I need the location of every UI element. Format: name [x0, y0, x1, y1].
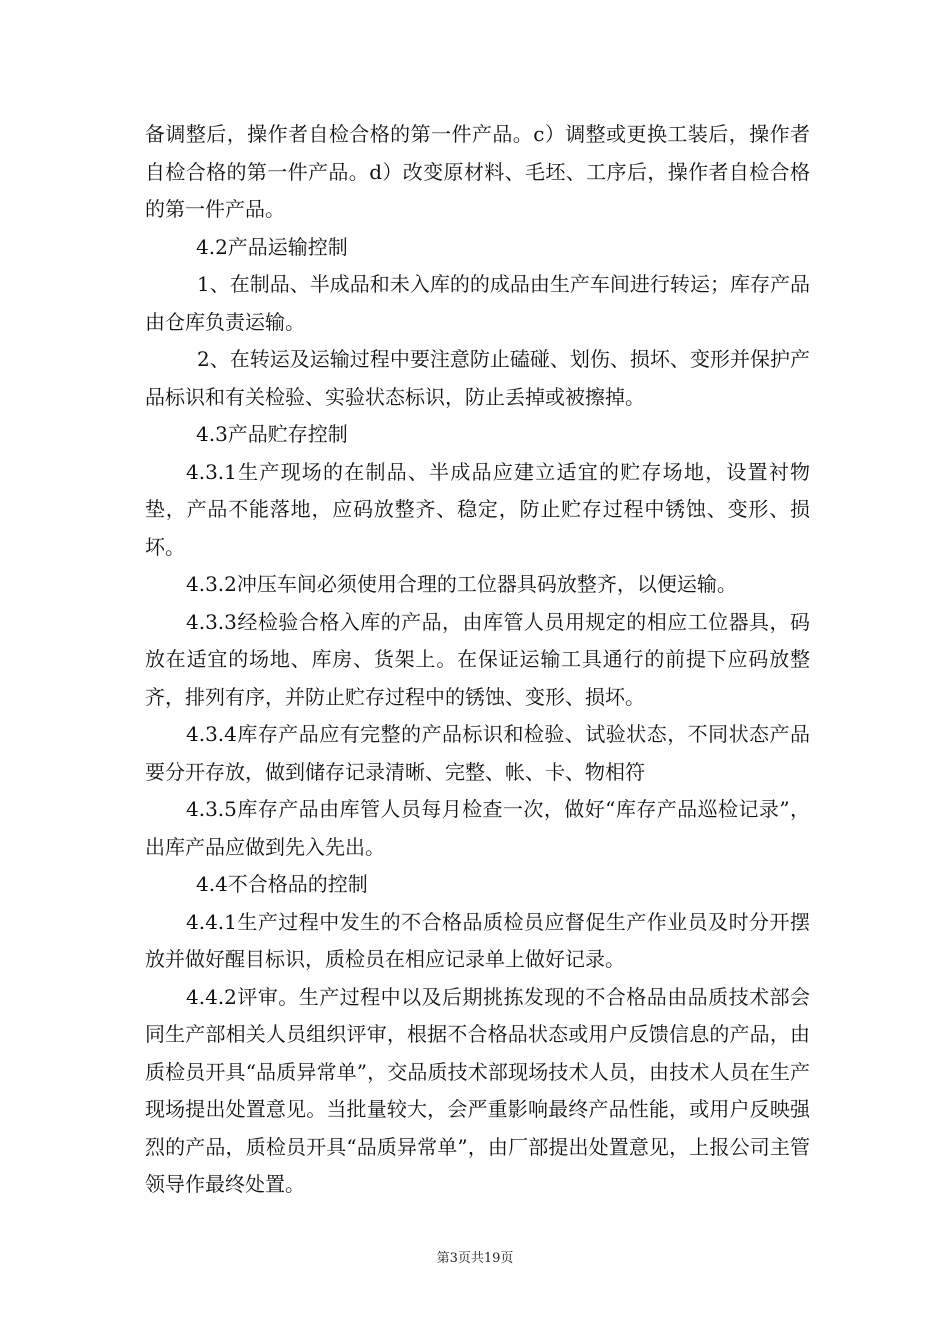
paragraph-4-4-2: 4.4.2评审。生产过程中以及后期挑拣发现的不合格品由品质技术部会同生产部相关人员组织评审，根据不合格品状态或用户反馈信息的产品，由质检员开具“品质异常单”，交品质技术部现场技术人员，由技术人员在生产现场提出处置意见。当批量较大，会严重影响最终产品性能，或用户反映强烈的产品，质检员开具“品质异常单”，由厂部提出处置意见，上报公司主管领导作最终处置。	[145, 984, 810, 1196]
section-heading-4-4: 4.4不合格品的控制	[196, 872, 368, 896]
page-footer	[0, 1247, 950, 1266]
paragraph-4-3-3: 4.3.3经检验合格入库的产品，由库管人员用规定的相应工位器具，码放在适宜的场地、库房、货架上。在保证运输工具通行的前提下应码放整齐，排列有序，并防止贮存过程中的锈蚀、变形、损坏。	[145, 609, 810, 709]
paragraph-4-3-4: 4.3.4库存产品应有完整的产品标识和检验、试验状态，不同状态产品要分开存放，做到储存记录清晰、完整、帐、卡、物相符	[145, 722, 810, 784]
paragraph-4-2-item-1: 1、在制品、半成品和未入库的的成品由生产车间进行转运；库存产品由仓库负责运输。	[145, 272, 810, 334]
document-body	[145, 116, 810, 1204]
section-heading-4-2: 4.2产品运输控制	[196, 234, 348, 259]
page-number-label: 第3页共19页	[436, 1251, 514, 1266]
paragraph-4-4-1: 4.4.1生产过程中发生的不合格品质检员应督促生产作业员及时分开摆放并做好醒目标识，质检员在相应记录单上做好记录。	[145, 909, 810, 971]
paragraph-continuation: 备调整后，操作者自检合格的第一件产品。c）调整或更换工装后，操作者自检合格的第一件产品。d）改变原材料、毛坯、工序后，操作者自检合格的第一件产品。	[145, 122, 810, 221]
section-heading-4-3: 4.3产品贮存控制	[196, 422, 348, 446]
paragraph-4-3-1: 4.3.1生产现场的在制品、半成品应建立适宜的贮存场地，设置衬物垫，产品不能落地，应码放整齐、稳定，防止贮存过程中锈蚀、变形、损坏。	[145, 459, 810, 559]
paragraph-4-3-2: 4.3.2冲压车间必须使用合理的工位器具码放整齐，以便运输。	[186, 572, 737, 596]
paragraph-4-2-item-2: 2、在转运及运输过程中要注意防止磕碰、划伤、损坏、变形并保护产品标识和有关检验、实验状态标识，防止丢掉或被擦掉。	[145, 347, 810, 409]
paragraph-4-3-5: 4.3.5库存产品由库管人员每月检查一次，做好“库存产品巡检记录”，出库产品应做到先入先出。	[145, 797, 810, 859]
